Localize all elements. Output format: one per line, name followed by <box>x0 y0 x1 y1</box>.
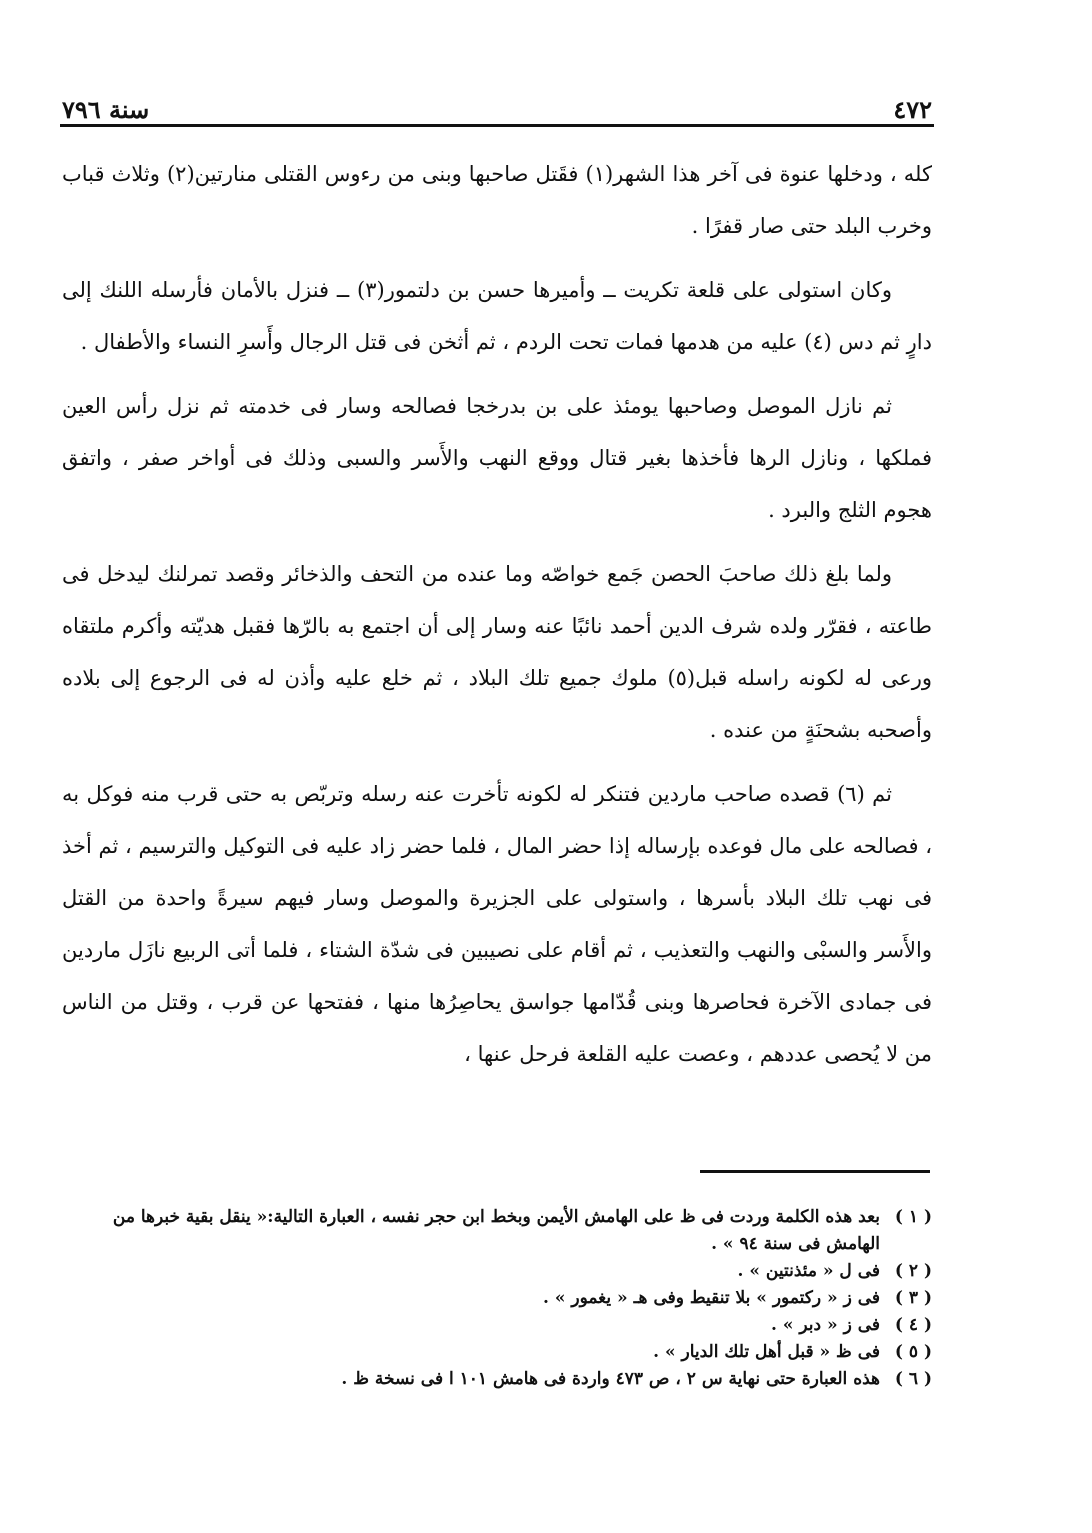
paragraph: ثم (٦) قصده صاحب ماردين فتنكر له لكونه تأخرت عنه رسله وتربّص به حتى قرب منه فوكل به ، فصالحه على مال فوعده بإرساله إذا حضر المال ، فلما حضر زاد عليه فى التوكيل والترسيم ، ثم أخذ فى نهب تلك البلاد بأسرها ، واستولى على الجزيرة والموصل وسار فيهم سيرةً واحدة من القتل والأَسر والسبْى والنهب والتعذيب ، ثم أقام على نصيبين فى شدّة الشتاء ، فلما أتى الربيع نازَل ماردين فى جمادى الآخرة فحاصرها وبنى قُدّامها جواسق يحاصِرُها منها ، ففتحها عن قرب ، وقتل من الناس من لا يُحصى عددهم ، وعصت عليه القلعة فرحل عنها ، <box>61 782 932 1066</box>
footnote <box>70 1312 932 1339</box>
page-number: ٤٧٢ <box>893 95 932 124</box>
footnotes <box>70 1204 932 1393</box>
running-head-year: سنة ٧٩٦ <box>62 95 150 124</box>
footnote-rule <box>700 1170 930 1173</box>
footnote <box>70 1339 932 1366</box>
footnote-number: ( ٢ ) <box>894 1261 932 1281</box>
footnote-text: بعد هذه الكلمة وردت فى ظ على الهامش الأيمن وبخط ابن حجر نفسه ، العبارة التالية:« ينقل بقية خبرها من الهامش فى سنة ٩٤ » . <box>112 1207 880 1254</box>
footnote-text: هذه العبارة حتى نهاية س ٢ ، ص ٤٧٣ واردة فى هامش ١٠١ ا فى نسخة ظ . <box>341 1369 880 1389</box>
paragraph: ولما بلغ ذلك صاحبَ الحصن جَمع خواصّه وما عنده من التحف والذخائر وقصد تمرلنك ليدخل فى طاعته ، فقرّر ولده شرف الدين أحمد نائبًا عنه وسار إلى أن اجتمع به بالرّها فقبل هديّته وأكرم ملتقاه ورعى له لكونه راسله قبل(٥) ملوك جميع تلك البلاد ، ثم خلع عليه وأذن له فى الرجوع إلى بلاده وأصحبه بشحنَةٍ من عنده . <box>62 562 932 742</box>
footnote <box>70 1258 932 1285</box>
page-header <box>62 84 932 122</box>
footnote <box>70 1366 932 1393</box>
footnote-number: ( ٥ ) <box>894 1342 932 1362</box>
header-rule <box>60 124 934 127</box>
footnote-number: ( ١ ) <box>894 1207 932 1227</box>
footnote <box>70 1204 932 1258</box>
paragraph: وكان استولى على قلعة تكريت ــ وأميرها حسن بن دلتمور(٣) ــ فنزل بالأمان فأرسله اللنك إلى دارٍ ثم دس (٤) عليه من هدمها فمات تحت الردم ، ثم أثخن فى قتل الرجال وأَسرِ النساء والأطفال . <box>62 278 932 354</box>
footnote-number: ( ٣ ) <box>894 1288 932 1308</box>
footnote-number: ( ٦ ) <box>894 1369 932 1389</box>
footnote-text: فى ز « دبر » . <box>771 1315 880 1335</box>
paragraph: كله ، ودخلها عنوة فى آخر هذا الشهر(١) فقَتل صاحبها وبنى من رءوس القتلى منارتين(٢) وثلاث قباب وخرب البلد حتى صار قفرًا . <box>62 162 932 238</box>
footnote-text: فى ز « ركتمور » بلا تنقيط وفى هـ « يغمور » . <box>542 1288 880 1308</box>
footnote-text: فى ظ « قبل أهل تلك الديار » . <box>653 1342 880 1362</box>
footnote-text: فى ل « مئذنتين » . <box>737 1261 880 1281</box>
footnote-number: ( ٤ ) <box>894 1315 932 1335</box>
main-text <box>62 148 932 1092</box>
footnote <box>70 1285 932 1312</box>
paragraph: ثم نازل الموصل وصاحبها يومئذ على بن بدرخجا فصالحه وسار فى خدمته ثم نزل رأس العين فملكها ، ونازل الرها فأخذها بغير قتال ووقع النهب والأَسر والسبى وذلك فى أواخر صفر ، واتفق هجوم الثلج والبرد . <box>62 394 932 522</box>
